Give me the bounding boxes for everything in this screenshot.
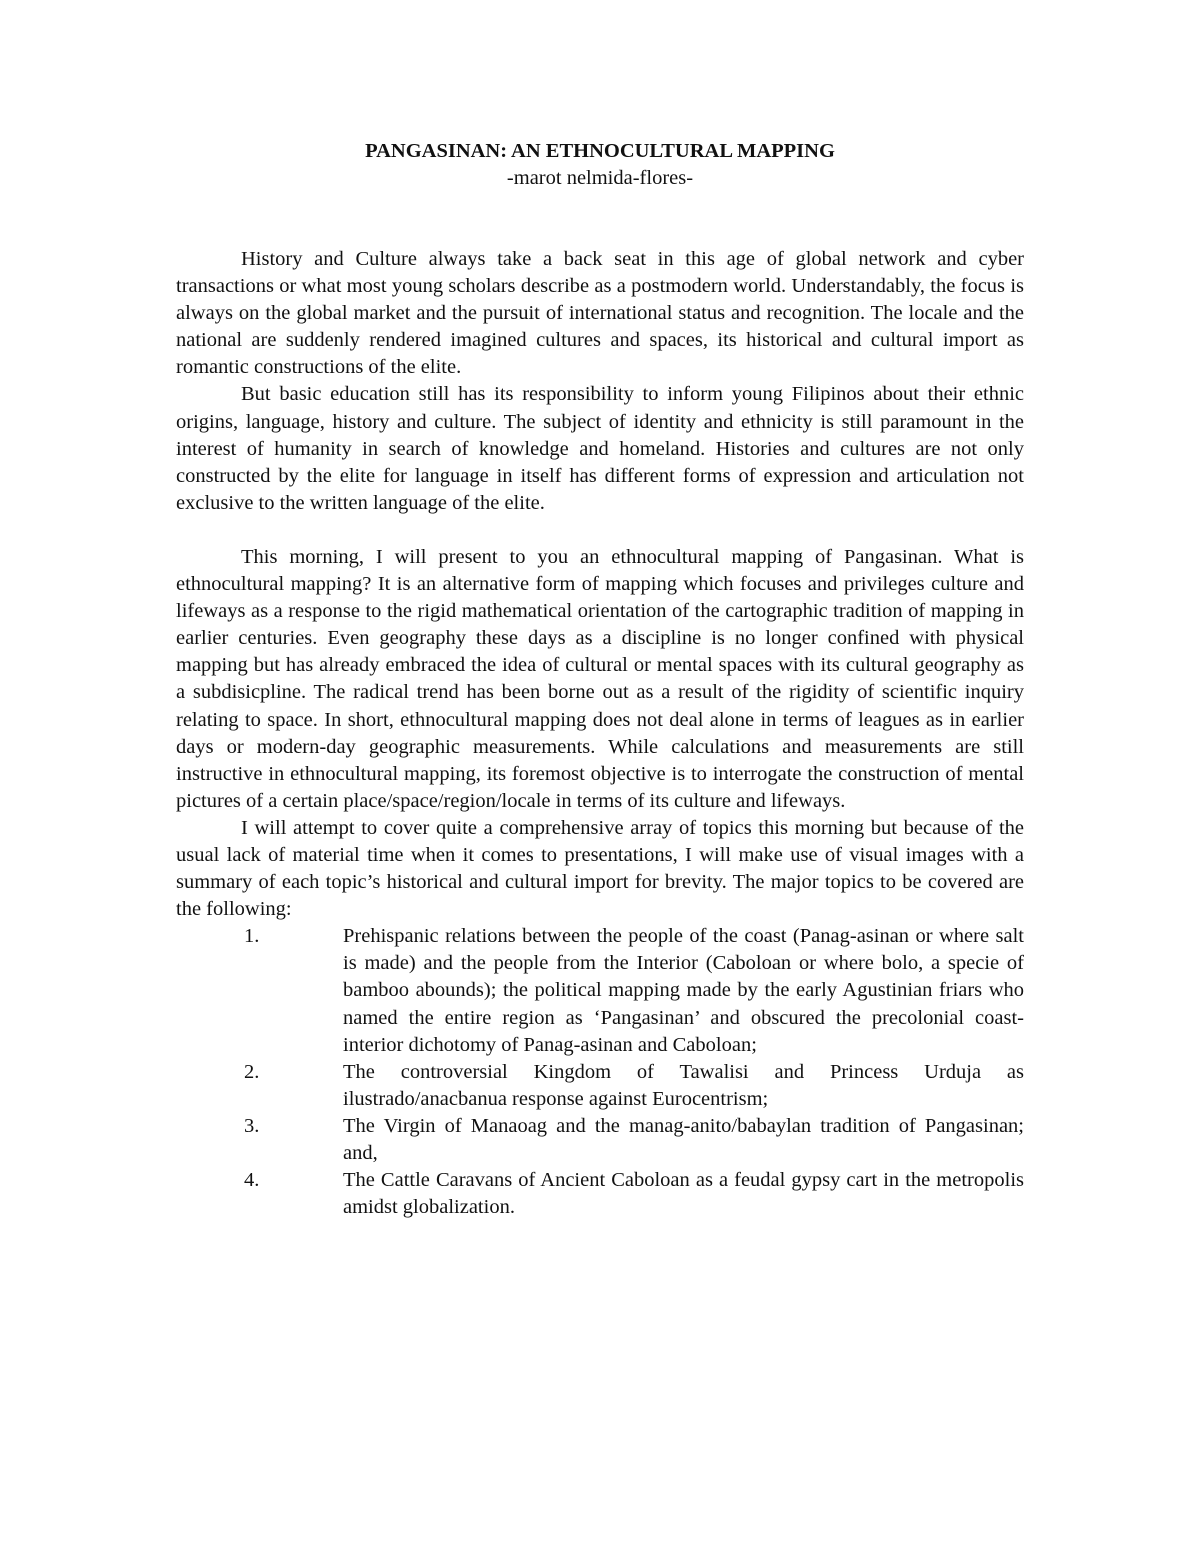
topic-text: The Virgin of Manaoag and the manag-anito/babaylan tradition of Pangasinan; and,	[343, 1114, 1024, 1164]
topic-text: The controversial Kingdom of Tawalisi and Princess Urduja as ilustrado/anacbanua response against Eurocentrism;	[343, 1060, 1024, 1110]
document-author: -marot nelmida-flores-	[506, 167, 694, 189]
topic-item	[176, 923, 1024, 1058]
topic-number: 3.	[244, 1114, 260, 1137]
document-page	[176, 138, 1024, 1221]
topic-item	[176, 1167, 1024, 1221]
topic-item	[176, 1113, 1024, 1167]
topic-number: 4.	[244, 1169, 260, 1192]
topic-text: Prehispanic relations between the people of the coast (Panag-asinan or where salt is made) and the people from the Interior (Caboloan or where bolo, a specie of bamboo abounds); the political mapping made by the early Agustinian friars who named the entire region as ‘Pangasinan’ and obscured the precolonial coast-interior dichotomy of Panag-asinan and Caboloan;	[343, 925, 1024, 1056]
paragraph-intro: History and Culture always take a back seat in this age of global network and cyber transactions or what most young scholars describe as a postmodern world. Understandably, the focus is always on the global market and the pursuit of international status and recognition. The locale and the national are suddenly rendered imagined cultures and spaces, its historical and cultural import as romantic constructions of the elite.	[176, 248, 1024, 379]
paragraph-basic-education: But basic education still has its responsibility to inform young Filipinos about their ethnic origins, language, history and culture. The subject of identity and ethnicity is still paramount in the interest of humanity in search of knowledge and homeland. Histories and cultures are not only constructed by the elite for language in itself has different forms of expression and articulation not exclusive to the written language of the elite.	[176, 383, 1024, 514]
topics-list	[176, 923, 1024, 1221]
paragraph-topics-intro: I will attempt to cover quite a comprehensive array of topics this morning but because of the usual lack of material time when it comes to presentations, I will make use of visual images with a summary of each topic’s historical and cultural import for brevity. The major topics to be covered are the following:	[176, 816, 1024, 921]
topic-number: 1.	[244, 925, 260, 948]
paragraph-ethnocultural-mapping: This morning, I will present to you an ethnocultural mapping of Pangasinan. What is ethnocultural mapping? It is an alternative form of mapping which focuses and privileges culture and lifeways as a response to the rigid mathematical orientation of the cartographic tradition of mapping in earlier centuries. Even geography these days as a discipline is no longer confined with physical mapping but has already embraced the idea of cultural or mental spaces with its cultural geography as a subdisicpline. The radical trend has been borne out as a result of the rigidity of scientific inquiry relating to space. In short, ethnocultural mapping does not deal alone in terms of leagues as in earlier days or modern-day geographic measurements. While calculations and measurements are still instructive in ethnocultural mapping, its foremost objective is to interrogate the construction of mental pictures of a certain place/space/region/locale in terms of its culture and lifeways.	[176, 545, 1024, 812]
topic-item	[176, 1059, 1024, 1113]
topic-number: 2.	[244, 1060, 260, 1083]
document-title: PANGASINAN: AN ETHNOCULTURAL MAPPING	[365, 140, 835, 162]
topic-text: The Cattle Caravans of Ancient Caboloan as a feudal gypsy cart in the metropolis amidst globalization.	[343, 1169, 1024, 1219]
